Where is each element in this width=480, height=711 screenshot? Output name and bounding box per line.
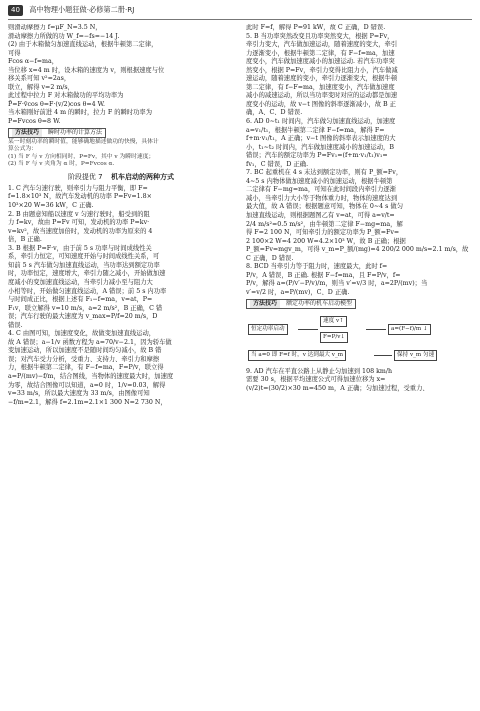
answer-line: 5. B 当功率突然改变且功率突然变大，根据 P=Fv， <box>246 32 394 40</box>
answer-line: 小相等时，开始做匀速直线运动，A 错误；前 5 s 内功率 <box>8 287 167 295</box>
answer-line: 需要 30 s，根据平均速度公式可得加速位移为 x= <box>246 376 386 384</box>
section-label: 阶段提优 7 <box>67 172 103 181</box>
page-number: 40 <box>8 5 23 16</box>
answer-line: 7. BC 起重机在 4 s 末达到额定功率，则有 P_额=Fv， <box>246 169 403 177</box>
method-title: 瞬时功率的计算方法 <box>47 128 102 136</box>
answer-line: v′=v/2 时，a=P/(mv)，C、D 正确. <box>246 288 350 296</box>
answer-line: 此时 F=f，解得 P=91 kW，故 C 正确，D 错误. <box>246 24 386 31</box>
flow-arrow <box>366 329 386 330</box>
answer-line: v=kv²，故当速度加倍时，发动机的功率为原来的 4 <box>8 227 153 235</box>
answer-line: 误；对汽车受力分析，受重力、支持力、牵引力和摩擦 <box>8 355 160 363</box>
method-tag: 方法技巧 <box>12 129 42 137</box>
answer-line: 变加速运动，所以加速度不是随时间均匀减小，故 B 错 <box>8 347 162 355</box>
text-line: Fcos α−f=ma， <box>8 58 59 66</box>
answer-line: P/v，解得 a=(P/v′−P/v)/m，则当 v′=v/3 时，a=2P/(mv)；当 <box>246 280 428 288</box>
answer-line: fv₁，C 错误，D 正确. <box>246 160 309 168</box>
book-title: 高中物理小题狂做·必修第二册·RJ <box>29 5 135 14</box>
answer-line: 4. C 由图可知，加速度变化，故做变加速直线运动， <box>8 330 156 338</box>
answer-line: 二定律有 F−mg=ma，可知在此时间段内牵引力逐渐 <box>246 186 396 194</box>
text-line: 当木箱刚好前进 4 m 的瞬时，拉力 F 的瞬时功率为 <box>8 109 152 117</box>
answer-line: v=33 m/s，所以最大速度为 33 m/s，由图像可知 <box>8 390 150 398</box>
answer-line: (v/2)t=(30/2)×30 m=450 m，A 正确；匀加速过程，受重力、 <box>246 384 429 392</box>
answer-line: 度变小，汽车做加速度减小的加速运动. 若汽车功率突 <box>246 58 395 66</box>
answer-line: 时，功率恒定，速度增大，牵引力随之减小，开始做加速 <box>8 270 166 278</box>
right-column <box>246 24 472 704</box>
text-line: P=Fvcos θ=8 W. <box>8 118 61 126</box>
answer-line: 加速直线运动，则根据题图乙有 v=at，可得 a=v/t= <box>246 212 395 220</box>
answer-line: 10³×20 W=36 kW，C 正确. <box>8 202 94 210</box>
answer-line: −f/m=2.1，解得 f=2.1m=2.1×1 300 N=2 730 N， <box>8 398 167 406</box>
flow-uniform: 保持 v_m 匀速 <box>394 350 437 361</box>
page-header <box>8 5 472 19</box>
text-line: 移关系可知 v²=2as， <box>8 75 71 83</box>
answer-line: 为零，故结合图像可以知道，a=0 时，1/v=0.03，解得 <box>8 381 166 389</box>
answer-line: 得 F=2 100 N，可知牵引力的额定功率为 P_额=Fv= <box>246 229 400 237</box>
header-rule <box>8 19 472 20</box>
method-line: (2) 当 F 与 v 夹角为 α 时，P=Fvcos α. <box>8 161 115 168</box>
answer-line: 误；汽车行驶的最大速度为 v_max=P/f=20 m/s，D <box>8 313 158 321</box>
text-line: 则滑动摩擦力 f=μF_N=3.5 N， <box>8 24 102 31</box>
answer-line: a=v₁/t₁，根据牛顿第二定律 F−f=ma，解得 F= <box>246 126 385 134</box>
answer-line: 2 100×2 W=4 200 W=4.2×10³ W，故 B 正确；根据 <box>246 237 406 245</box>
flow-arrow <box>374 355 392 356</box>
answer-line: 度减小的变加速直线运动，当牵引力减小至与阻力大 <box>8 278 153 286</box>
answer-line: 2. B 由题意知船以速度 v 匀速行驶时，船受到的阻 <box>8 210 150 218</box>
answer-line: 4∼5 s 内物体做加速度减小的加速运动，根据牛顿第 <box>246 177 393 185</box>
flow-arrow <box>298 329 318 330</box>
flow-force: F=P/v↓ <box>320 332 348 343</box>
answer-line: 最大值，故 A 错误；根据题意可知，物体在 0∼4 s 做匀 <box>246 203 404 211</box>
answer-line: 力逐渐变小，根据牛顿第二定律，有 F−f=ma，加速 <box>246 49 395 57</box>
answer-line: 度变小的运动，故 v−t 图像的斜率逐渐减小，故 B 正 <box>246 100 396 108</box>
answer-line: 小，t₁∼t₂ 时间内，汽车做加速度减小的加速运动，B <box>246 143 394 151</box>
left-column <box>8 24 234 704</box>
answer-line: 减小，当牵引力大小等于物体重力时，物体的速度达到 <box>246 194 398 202</box>
answer-line: 与时间成正比，根据上述有 F₁−f=ma，v=at，P= <box>8 296 153 304</box>
method-line: (1) 当 F 与 v 方向相同时，P=Fv，其中 v 为瞬时速度； <box>8 153 155 160</box>
answer-line: 8. BCD 当牵引力等于阻力时，速度最大，此时 f= <box>246 263 388 271</box>
answer-line: 2/4 m/s²=0.5 m/s²，由牛顿第二定律 F−mg=ma，解 <box>246 220 403 228</box>
method-tag: 方法技巧 <box>250 300 280 308</box>
method-line: 某一时刻功率的瞬时值，能够确地描述做功的快慢，具体计 <box>8 138 159 145</box>
answer-line: 力，根据牛顿第二定律，有 F−f=ma，F=P/v，联立得 <box>8 364 164 372</box>
startup-flow-diagram <box>246 312 472 366</box>
text-line: 联立，解得 v=2 m/s， <box>8 83 74 91</box>
answer-line: 倍，B 正确. <box>8 236 42 244</box>
text-line: (2) 由于木箱做匀加速直线运动，根据牛顿第二定律， <box>8 41 158 49</box>
section-title: 机车启动的两种方式 <box>111 172 175 181</box>
answer-line: 力 f=kv，故由 P=Fv 可知，发动机的功率 P=kv· <box>8 219 150 227</box>
flow-accel: a=(F−f)/m ↓ <box>388 324 431 335</box>
answer-line: P/v，A 错误，B 正确. 根据 F−f=ma，且 F=P/v，f= <box>246 271 401 279</box>
text-line: 此过程中拉力 F 对木箱做功的平均功率为 <box>8 92 124 100</box>
text-line: 可得 <box>8 49 21 57</box>
text-line: 当位移 x=4 m 时，设木箱的速度为 v，则根据速度与位 <box>8 66 165 74</box>
flow-speed: 速度 v↑ <box>320 316 347 327</box>
answer-line: 知前 5 s 汽车做匀加速直线运动，当功率达到额定功率 <box>8 261 160 269</box>
answer-line: a=P/(mv)−f/m，结合图线，当物体的速度最大时，加速度 <box>8 372 174 380</box>
answer-line: 然变小，根据 P=Fv，牵引力变得比阻力小，汽车做减 <box>246 66 398 74</box>
method-line: 算公式为： <box>8 146 37 153</box>
answer-line: f=1.8×10³ N，故汽车发动机的功率 P=Fv=1.8× <box>8 193 152 201</box>
answer-line: f+m·v₁/t₁，A 正确；v−t 图像的斜率表示加速度的大 <box>246 135 396 143</box>
flow-start: 恒定功率启动 <box>248 324 288 335</box>
answer-line: 故 A 错误；a−1/v 函数方程为 a=70/v−2.1，因为轿车做 <box>8 338 172 346</box>
method-box <box>8 128 106 138</box>
text-line: P̄=F·v̄cos θ=F·(v/2)cos θ=4 W. <box>8 100 106 108</box>
answer-line: 确，A、C、D 错误. <box>246 109 303 117</box>
answer-line: P_额=Fv=mgv_m，可得 v_m=P_额/(mg)=4 200/2 000 m/s=2.1 m/s，故 <box>246 246 469 254</box>
text-line: 滑动摩擦力所做的功 W_f=−fs=−14 J. <box>8 32 120 40</box>
answer-line: F₁v，联立解得 v=10 m/s，a=2 m/s²，B 正确，C 错 <box>8 304 163 312</box>
answer-line: 6. AD 0∼t₁ 时间内，汽车做匀加速直线运动，加速度 <box>246 118 396 126</box>
method-title: 额定功率的机车启动模型 <box>285 299 352 307</box>
answer-line: 9. AD 汽车在平直公路上从静止匀加速到 108 km/h <box>246 367 393 375</box>
answer-line: 1. C 汽车匀速行驶，则牵引力与阻力平衡，即 F= <box>8 184 148 192</box>
answer-line: C 正确，D 错误. <box>246 254 294 262</box>
section-heading <box>8 171 234 183</box>
answer-line: 错误；汽车的额定功率为 P=Fv₁=(f+m·v₁/t₁)v₁= <box>246 152 388 160</box>
flow-max-speed: 当 a=0 即 F=f 时，v 达到最大 v_m <box>248 350 346 361</box>
answer-line: 3. B 根据 P=F·v，由于前 5 s 功率与时间成线性关 <box>8 244 152 252</box>
answer-line: 牵引力变大，汽车做加速运动，随着速度的变大，牵引 <box>246 41 398 49</box>
answer-line: 减小的减速运动，所以当功率变时对应的运动都是加速 <box>246 92 398 100</box>
answer-line: 速运动，随着速度的变小，牵引力逐渐变大，根据牛顿 <box>246 75 398 83</box>
answer-line: 系，牵引力恒定，可知速度开始与时间成线性关系，可 <box>8 253 160 261</box>
answer-line: 第二定律，有 f−F=ma，加速度变小，汽车做加速度 <box>246 83 395 91</box>
method-box <box>246 299 356 309</box>
answer-line: 错误. <box>8 321 23 329</box>
